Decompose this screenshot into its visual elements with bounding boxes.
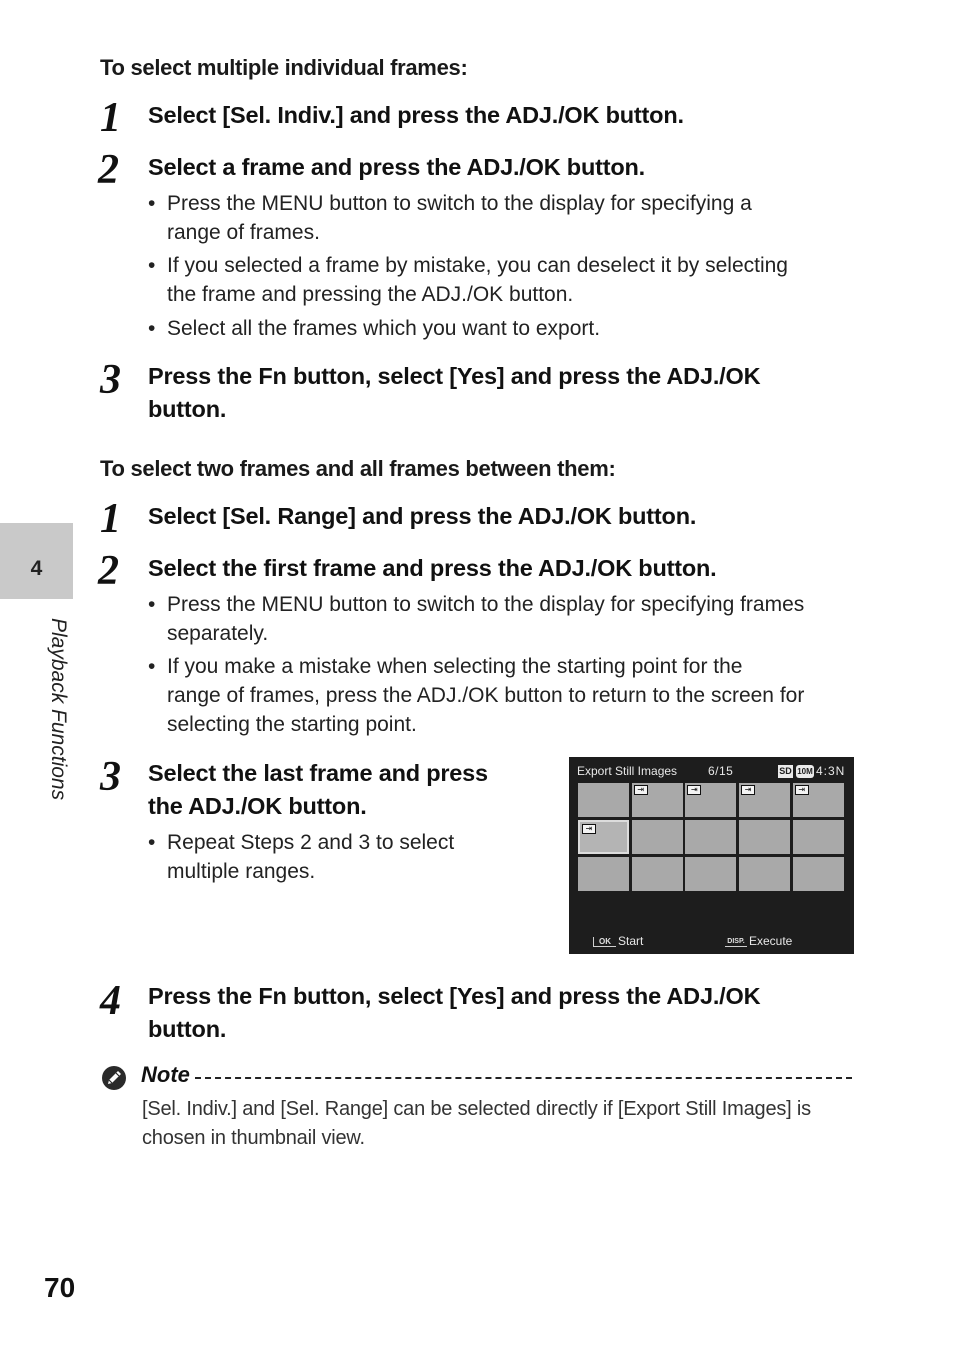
bullet-item: • Repeat Steps 2 and 3 to select multiple ranges. (148, 828, 548, 888)
thumbnail[interactable] (793, 857, 844, 891)
bullet-text: Press the MENU button to switch to the display for specifying frames separately. (167, 593, 805, 645)
screen-title: Export Still Images (577, 764, 678, 778)
thumbnail[interactable] (739, 857, 790, 891)
thumbnail[interactable] (685, 857, 736, 891)
export-mark-icon: ⇥ (687, 785, 701, 795)
bullet-text: Select all the frames which you want to export. (167, 317, 601, 340)
note-body: [Sel. Indiv.] and [Sel. Range] can be selected directly if [Export Still Images] is chosen in thumbnail view. (142, 1098, 811, 1149)
note-divider (195, 1077, 852, 1079)
bullet-item: • Select all the frames which you want to export. (148, 314, 848, 344)
export-mark-icon: ⇥ (795, 785, 809, 795)
step-text: Press the Fn button, select [Yes] and press the ADJ./OK button. (148, 983, 761, 1042)
section-heading-range: To select two frames and all frames between them: (100, 456, 616, 481)
step-text: Press the Fn button, select [Yes] and press the ADJ./OK button. (148, 363, 761, 422)
step-number: 2 (98, 548, 119, 594)
sd-card-icon: SD (779, 766, 792, 776)
bullet-item: • Press the MENU button to switch to the display for specifying a range of frames. (148, 189, 848, 249)
step-number: 3 (100, 754, 121, 800)
start-label: Start (618, 934, 644, 948)
camera-screen (569, 757, 854, 954)
thumbnail[interactable] (685, 783, 736, 817)
thumbnail[interactable] (632, 820, 683, 854)
bullet-text: Press the MENU button to switch to the display for specifying a range of frames. (167, 192, 752, 244)
page-number: 70 (44, 1272, 76, 1303)
chapter-label-text: Playback Functions (47, 618, 70, 801)
bullet-text: Repeat Steps 2 and 3 to select multiple ranges. (167, 831, 455, 883)
bullet-item: • If you selected a frame by mistake, you can deselect it by selecting the frame and pressing the ADJ./OK button. (148, 251, 848, 311)
export-mark-icon: ⇥ (634, 785, 648, 795)
step-text: Select [Sel. Indiv.] and press the ADJ./OK button. (148, 102, 684, 128)
thumbnail-selected[interactable] (578, 820, 629, 854)
bullet-item: • Press the MENU button to switch to the display for specifying frames separately. (148, 590, 858, 650)
bullet-item: • If you make a mistake when selecting the starting point for the range of frames, press the ADJ./OK button to return to the screen for selecting the starting point. (148, 652, 858, 742)
thumbnail[interactable] (632, 857, 683, 891)
step-text: Select a frame and press the ADJ./OK button. (148, 154, 646, 180)
execute-label: Execute (749, 934, 793, 948)
thumbnail[interactable] (578, 857, 629, 891)
step-text: Select the first frame and press the ADJ./OK button. (148, 555, 717, 581)
step-number: 2 (98, 147, 119, 193)
bullet-text: If you make a mistake when selecting the starting point for the range of frames, press the ADJ./OK button to return to the screen for selecting the starting point. (167, 655, 805, 736)
step-number: 1 (100, 95, 121, 141)
step-number: 3 (100, 357, 121, 403)
thumbnail[interactable] (793, 783, 844, 817)
thumbnail[interactable] (685, 820, 736, 854)
image-size-icon: 10M (797, 767, 813, 776)
chapter-number: 4 (30, 557, 43, 580)
frame-counter: 6/15 (708, 764, 734, 778)
bullet-text: If you selected a frame by mistake, you can deselect it by selecting the frame and pressing the ADJ./OK button. (167, 254, 788, 306)
step-text: Select the last frame and press the ADJ./OK button. (148, 760, 488, 819)
disp-button-icon: DISP. (725, 937, 747, 947)
thumbnail[interactable] (739, 783, 790, 817)
thumbnail-grid (578, 783, 844, 891)
thumbnail[interactable] (739, 820, 790, 854)
note-pencil-icon (100, 1063, 128, 1091)
section-heading-individual: To select multiple individual frames: (100, 55, 468, 80)
export-mark-icon: ⇥ (582, 824, 596, 834)
ok-button-icon: OK (593, 937, 616, 947)
step-text: Select [Sel. Range] and press the ADJ./OK button. (148, 503, 697, 529)
aspect-ratio: 4:3N (816, 764, 846, 778)
thumbnail[interactable] (578, 783, 629, 817)
step-number: 4 (100, 978, 121, 1024)
step-number: 1 (100, 496, 121, 542)
note-title: Note (141, 1062, 190, 1087)
thumbnail[interactable] (632, 783, 683, 817)
chapter-label (40, 618, 80, 838)
thumbnail[interactable] (793, 820, 844, 854)
export-mark-icon: ⇥ (741, 785, 755, 795)
